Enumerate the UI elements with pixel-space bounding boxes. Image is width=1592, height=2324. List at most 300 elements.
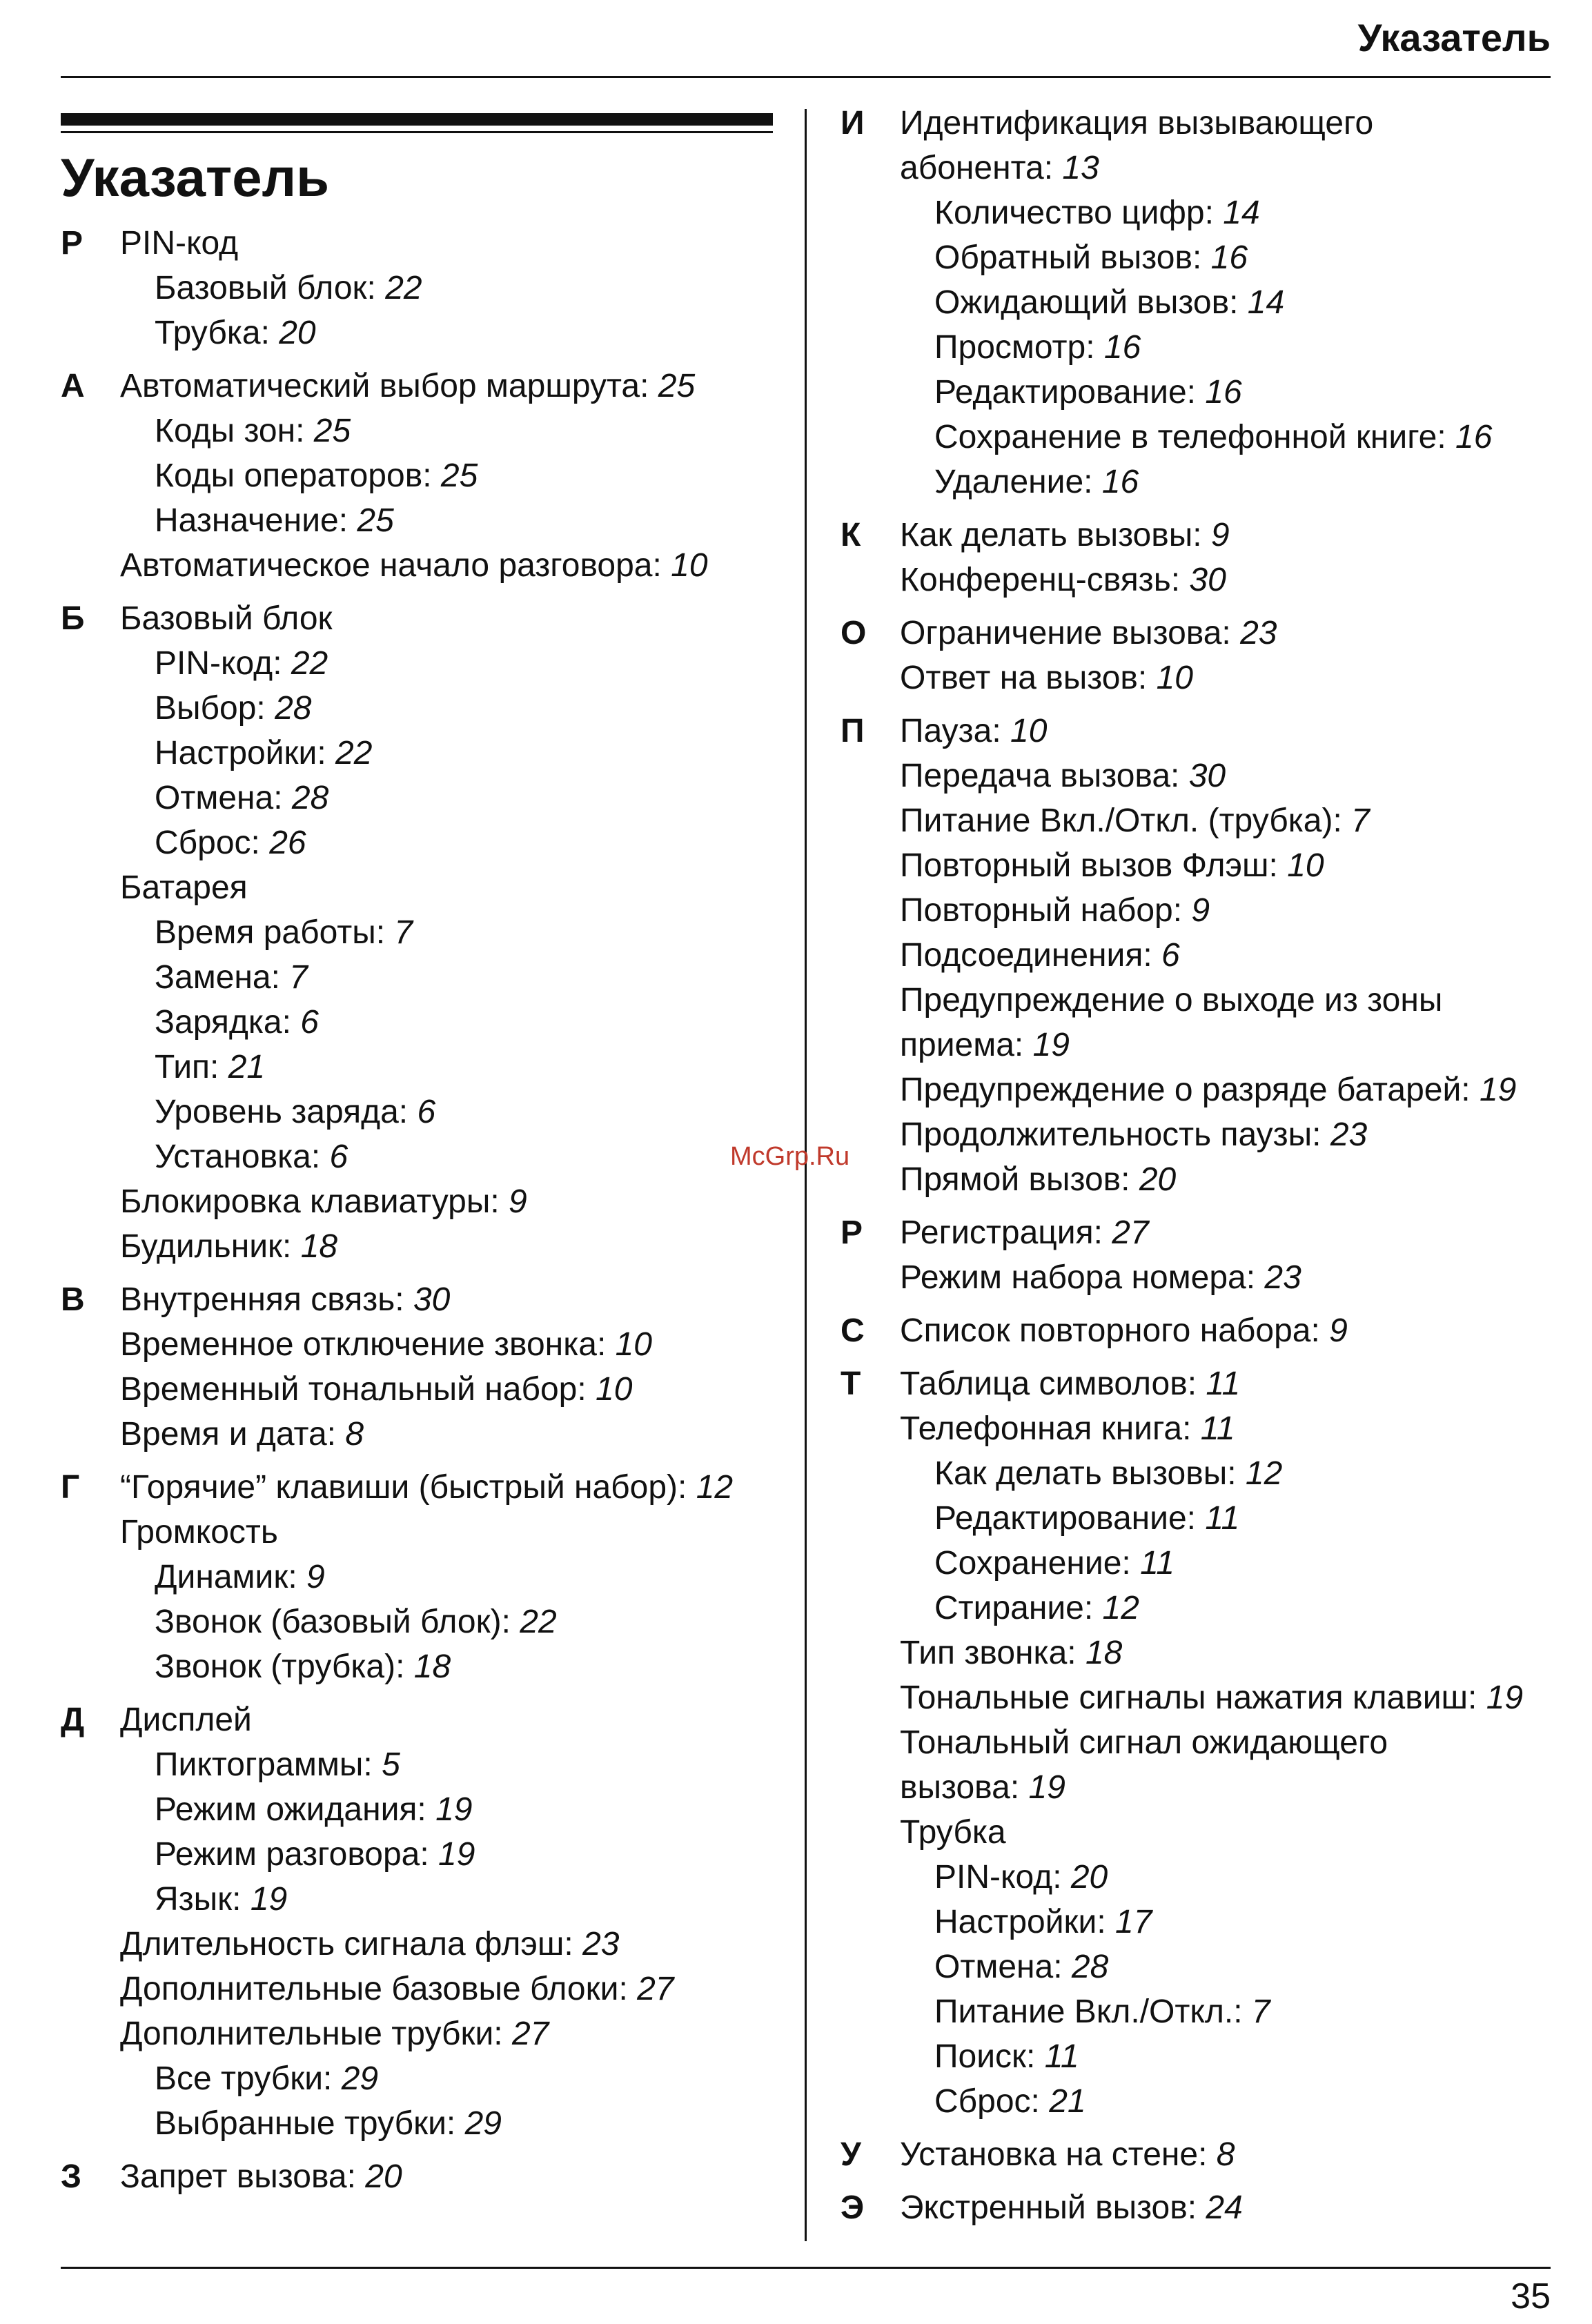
entry-page-number: 10	[1156, 660, 1193, 696]
entry-text: Телефонная книга:	[900, 1410, 1201, 1447]
entry-page-number: 6	[1161, 937, 1180, 974]
index-subentry	[900, 190, 1558, 235]
entry-page-number: 7	[289, 959, 308, 996]
index-letter: З	[61, 2158, 82, 2195]
entry-text: Назначение:	[155, 502, 357, 539]
entry-text: приема:	[900, 1027, 1033, 1063]
entry-page-number: 28	[275, 690, 312, 727]
index-subentry	[120, 498, 792, 543]
entry-page-number: 29	[341, 2060, 379, 2097]
entry-text: Режим разговора:	[155, 1836, 439, 1873]
entry-page-number: 9	[1329, 1312, 1348, 1349]
entry-page-number: 28	[1071, 1949, 1109, 1985]
entry-text: Экстренный вызов:	[900, 2189, 1206, 2226]
entry-text: Дополнительные базовые блоки:	[120, 1971, 638, 2007]
index-entry	[120, 1224, 792, 1269]
index-letter-group	[841, 611, 1558, 700]
index-subentry	[120, 1134, 792, 1179]
entry-text: Время и дата:	[120, 1416, 346, 1452]
entry-page-number: 26	[269, 825, 306, 861]
index-letter: P	[61, 225, 83, 262]
entry-page-number: 10	[1010, 713, 1048, 749]
index-letter: О	[841, 615, 867, 651]
index-entry	[900, 558, 1558, 602]
index-subentry	[900, 370, 1558, 415]
entry-page-number: 20	[365, 2158, 402, 2195]
index-entry	[120, 1922, 792, 1967]
index-entry	[900, 1631, 1558, 1675]
entry-text: Автоматический выбор маршрута:	[120, 368, 658, 404]
entry-text: Время работы:	[155, 914, 395, 951]
entry-page-number: 22	[291, 645, 328, 682]
index-subentry	[120, 1599, 792, 1644]
index-subentry	[900, 1586, 1558, 1631]
entry-text: Сброс:	[155, 825, 270, 861]
entry-text: Настройки:	[934, 1904, 1116, 1940]
index-entry	[120, 865, 792, 910]
index-subentry	[900, 415, 1558, 460]
index-letter-group	[841, 513, 1558, 602]
index-entries	[900, 1210, 1558, 1300]
index-entry	[900, 1406, 1558, 1451]
entry-text: Удаление:	[934, 464, 1102, 500]
entry-page-number: 7	[1351, 802, 1370, 839]
entry-text: Питание Вкл./Откл. (трубка):	[900, 802, 1352, 839]
index-right-column	[841, 101, 1558, 2238]
index-subentry	[900, 1989, 1558, 2034]
index-subentry	[120, 910, 792, 955]
index-entry	[120, 543, 792, 588]
entry-page-number: 24	[1206, 2189, 1243, 2226]
index-entry	[900, 1720, 1558, 1765]
entry-page-number: 11	[1044, 2038, 1079, 2075]
index-subentry	[120, 1644, 792, 1689]
index-letter: Т	[841, 1366, 861, 1402]
index-entry	[900, 1112, 1558, 1157]
entry-page-number: 16	[1101, 464, 1139, 500]
index-letter-group	[61, 2154, 792, 2199]
entry-page-number: 12	[696, 1469, 734, 1506]
index-subentry	[120, 2101, 792, 2146]
entry-page-number: 10	[671, 547, 708, 584]
entry-text: Ответ на вызов:	[900, 660, 1157, 696]
entry-page-number: 23	[1264, 1259, 1301, 1296]
entry-text: Повторный набор:	[900, 892, 1192, 929]
index-letter: У	[841, 2136, 861, 2173]
index-entry	[900, 843, 1558, 888]
entry-text: Пиктограммы:	[155, 1746, 382, 1783]
entry-text: Ожидающий вызов:	[934, 284, 1248, 321]
entry-text: Как делать вызовы:	[934, 1455, 1246, 1492]
entry-page-number: 20	[1070, 1859, 1108, 1895]
entry-page-number: 11	[1140, 1545, 1175, 1582]
index-letter-group	[841, 1361, 1558, 2124]
entry-page-number: 16	[1210, 239, 1248, 276]
watermark: McGrp.Ru	[730, 1142, 850, 1171]
index-entries	[120, 1277, 792, 1457]
entry-text: PIN-код:	[934, 1859, 1071, 1895]
entry-page-number: 7	[394, 914, 413, 951]
index-entry	[120, 221, 792, 266]
index-entry	[900, 1810, 1558, 1855]
entry-page-number: 14	[1247, 284, 1285, 321]
entry-page-number: 19	[250, 1881, 288, 1918]
entry-text: Запрет вызова:	[120, 2158, 366, 2195]
entry-text: Питание Вкл./Откл.:	[934, 1993, 1252, 2030]
index-entry	[120, 2154, 792, 2199]
entry-page-number: 23	[1240, 615, 1277, 651]
entry-page-number: 27	[637, 1971, 674, 2007]
entry-text: “Горячие” клавиши (быстрый набор):	[120, 1469, 696, 1506]
entry-page-number: 19	[435, 1791, 473, 1828]
index-subentry	[120, 408, 792, 453]
index-subentry	[120, 820, 792, 865]
entry-text: Коды зон:	[155, 413, 314, 449]
index-subentry	[120, 2056, 792, 2101]
index-entries	[120, 1697, 792, 2146]
entry-text: Обратный вызов:	[934, 239, 1211, 276]
index-entries	[120, 364, 792, 588]
index-letter-group	[61, 596, 792, 1269]
entry-text: Отмена:	[934, 1949, 1072, 1985]
index-entry	[900, 1361, 1558, 1406]
running-header-title: Указатель	[1357, 16, 1551, 59]
entry-page-number: 12	[1102, 1590, 1139, 1626]
entry-page-number: 25	[440, 457, 478, 494]
entry-text: Коды операторов:	[155, 457, 441, 494]
entry-page-number: 16	[1455, 419, 1493, 455]
entry-page-number: 5	[382, 1746, 400, 1783]
entry-page-number: 10	[1287, 847, 1324, 884]
entry-page-number: 25	[357, 502, 394, 539]
index-entry	[120, 1465, 792, 1510]
index-entry	[900, 1675, 1558, 1720]
index-subentry	[120, 776, 792, 820]
entry-text: Стирание:	[934, 1590, 1103, 1626]
entry-page-number: 10	[615, 1326, 652, 1363]
index-subentry	[120, 1555, 792, 1599]
index-entry	[120, 1322, 792, 1367]
entry-text: Автоматическое начало разговора:	[120, 547, 671, 584]
entry-page-number: 6	[329, 1139, 348, 1175]
page-title: Указатель	[61, 147, 330, 208]
index-subentry	[120, 641, 792, 686]
entry-text: Таблица символов:	[900, 1366, 1206, 1402]
index-entries	[900, 1308, 1558, 1353]
entry-page-number: 19	[438, 1836, 475, 1873]
entry-text: Количество цифр:	[934, 195, 1224, 231]
entry-text: Пауза:	[900, 713, 1011, 749]
index-subentry	[120, 955, 792, 1000]
index-left-column	[61, 221, 792, 2207]
index-entry	[900, 101, 1558, 146]
entry-page-number: 8	[345, 1416, 364, 1452]
entry-text: абонента:	[900, 150, 1063, 186]
entry-text: PIN-код:	[155, 645, 291, 682]
index-subentry	[120, 1877, 792, 1922]
entry-page-number: 22	[335, 735, 373, 771]
entry-text: Ограничение вызова:	[900, 615, 1241, 651]
entry-text: PIN-код	[120, 225, 239, 262]
index-entry	[900, 1765, 1558, 1810]
entry-text: Замена:	[155, 959, 290, 996]
index-entries	[120, 596, 792, 1269]
index-subentry	[900, 2034, 1558, 2079]
entry-page-number: 11	[1206, 1366, 1241, 1402]
entry-text: Редактирование:	[934, 1500, 1206, 1537]
index-entries	[900, 2132, 1558, 2177]
entry-text: Продолжительность паузы:	[900, 1116, 1330, 1153]
index-entry	[120, 2011, 792, 2056]
index-subentry	[120, 686, 792, 731]
index-entries	[900, 709, 1558, 1202]
index-entry	[900, 978, 1558, 1023]
index-subentry	[120, 1090, 792, 1134]
entry-page-number: 9	[1191, 892, 1210, 929]
entry-text: Базовый блок:	[155, 270, 386, 306]
index-letter-group	[841, 709, 1558, 1202]
index-letter: А	[61, 368, 85, 404]
entry-page-number: 28	[291, 780, 329, 816]
entry-page-number: 29	[464, 2105, 502, 2142]
entry-page-number: 19	[1479, 1072, 1517, 1108]
entry-text: Установка на стене:	[900, 2136, 1217, 2173]
entry-page-number: 18	[413, 1648, 451, 1685]
index-letter-group	[841, 1308, 1558, 1353]
index-entry	[900, 798, 1558, 843]
index-entries	[900, 101, 1558, 504]
index-subentry	[900, 1855, 1558, 1900]
footer-rule	[61, 2267, 1551, 2269]
index-subentry	[900, 1900, 1558, 1944]
index-entries	[900, 611, 1558, 700]
index-subentry	[900, 1496, 1558, 1541]
entry-page-number: 23	[582, 1926, 620, 1962]
entry-page-number: 30	[1189, 562, 1226, 598]
entry-page-number: 14	[1223, 195, 1260, 231]
index-entry	[900, 611, 1558, 656]
index-entry	[900, 1067, 1558, 1112]
entry-text: Блокировка клавиатуры:	[120, 1183, 509, 1220]
index-entry	[120, 1179, 792, 1224]
entry-page-number: 8	[1216, 2136, 1235, 2173]
index-entries	[120, 1465, 792, 1689]
title-thick-bar	[61, 113, 773, 126]
entry-page-number: 27	[1112, 1214, 1149, 1251]
index-subentry	[120, 1742, 792, 1787]
entry-text: Поиск:	[934, 2038, 1045, 2075]
entry-text: Режим набора номера:	[900, 1259, 1265, 1296]
entry-page-number: 6	[300, 1004, 319, 1041]
index-subentry	[120, 731, 792, 776]
entry-text: Режим ожидания:	[155, 1791, 436, 1828]
entry-text: Батарея	[120, 869, 248, 906]
index-entry	[900, 709, 1558, 754]
entry-text: Все трубки:	[155, 2060, 342, 2097]
index-subentry	[120, 453, 792, 498]
entry-page-number: 18	[1085, 1635, 1123, 1671]
entry-page-number: 20	[279, 315, 316, 351]
entry-text: Регистрация:	[900, 1214, 1112, 1251]
entry-text: Язык:	[155, 1881, 250, 1918]
entry-page-number: 27	[511, 2016, 549, 2052]
entry-text: Повторный вызов Флэш:	[900, 847, 1288, 884]
index-subentry	[120, 1832, 792, 1877]
entry-page-number: 25	[313, 413, 351, 449]
entry-text: Дисплей	[120, 1702, 252, 1738]
index-letter: С	[841, 1312, 865, 1349]
index-entry	[120, 596, 792, 641]
entry-page-number: 11	[1205, 1500, 1240, 1537]
index-letter: Д	[61, 1702, 85, 1738]
entry-page-number: 21	[228, 1049, 266, 1085]
index-letter: И	[841, 105, 865, 141]
index-subentry	[900, 2079, 1558, 2124]
entry-text: Громкость	[120, 1514, 278, 1550]
index-letter-group	[841, 1210, 1558, 1300]
entry-text: Тональный сигнал ожидающего	[900, 1724, 1388, 1761]
title-thin-bar	[61, 131, 773, 133]
entry-page-number: 18	[300, 1228, 338, 1265]
index-entry	[900, 656, 1558, 700]
entry-text: Выбор:	[155, 690, 275, 727]
index-entry	[900, 933, 1558, 978]
entry-text: Внутренняя связь:	[120, 1281, 413, 1318]
entry-text: Зарядка:	[155, 1004, 301, 1041]
entry-page-number: 19	[1028, 1769, 1065, 1806]
index-subentry	[120, 1045, 792, 1090]
index-entries	[900, 513, 1558, 602]
index-entry	[120, 1697, 792, 1742]
entry-page-number: 9	[306, 1559, 325, 1595]
entry-page-number: 19	[1032, 1027, 1070, 1063]
entry-text: Как делать вызовы:	[900, 517, 1211, 553]
index-letter-group	[61, 1465, 792, 1689]
entry-text: Временное отключение звонка:	[120, 1326, 616, 1363]
entry-text: Будильник:	[120, 1228, 301, 1265]
entry-text: Базовый блок	[120, 600, 333, 637]
index-letter: П	[841, 713, 865, 749]
entry-page-number: 9	[1210, 517, 1230, 553]
index-letter: Э	[841, 2189, 865, 2226]
index-entry	[900, 1157, 1558, 1202]
entry-page-number: 16	[1103, 329, 1141, 366]
entry-page-number: 9	[509, 1183, 527, 1220]
index-subentry	[900, 280, 1558, 325]
entry-page-number: 23	[1330, 1116, 1368, 1153]
entry-text: Отмена:	[155, 780, 292, 816]
index-subentry	[900, 1944, 1558, 1989]
page-number: 35	[1511, 2276, 1551, 2316]
index-entry	[120, 1510, 792, 1555]
entry-text: Тип звонка:	[900, 1635, 1085, 1671]
index-subentry	[120, 266, 792, 311]
index-letter: В	[61, 1281, 85, 1318]
entry-text: Предупреждение о выходе из зоны	[900, 982, 1443, 1018]
index-entry	[900, 2185, 1558, 2230]
index-letter-group	[841, 2185, 1558, 2230]
entry-text: Трубка:	[155, 315, 279, 351]
index-subentry	[900, 460, 1558, 504]
index-subentry	[900, 325, 1558, 370]
index-letter-group	[61, 221, 792, 355]
index-entry	[900, 1308, 1558, 1353]
index-letter-group	[61, 1277, 792, 1457]
entry-text: Прямой вызов:	[900, 1161, 1139, 1198]
entry-text: Звонок (трубка):	[155, 1648, 414, 1685]
entry-page-number: 22	[520, 1604, 557, 1640]
index-subentry	[900, 1541, 1558, 1586]
entry-text: Уровень заряда:	[155, 1094, 417, 1130]
entry-text: Редактирование:	[934, 374, 1206, 411]
entry-text: Список повторного набора:	[900, 1312, 1330, 1349]
entry-text: Длительность сигнала флэш:	[120, 1926, 583, 1962]
index-subentry	[900, 235, 1558, 280]
entry-page-number: 30	[413, 1281, 451, 1318]
entry-text: Настройки:	[155, 735, 336, 771]
header-rule	[61, 76, 1551, 78]
entry-text: Сохранение:	[934, 1545, 1141, 1582]
index-entry	[900, 1255, 1558, 1300]
index-entry	[900, 754, 1558, 798]
entry-page-number: 30	[1188, 758, 1226, 794]
index-entry	[900, 1210, 1558, 1255]
index-subentry	[900, 1451, 1558, 1496]
index-entry	[900, 146, 1558, 190]
index-letter-group	[841, 2132, 1558, 2177]
entry-text: Сохранение в телефонной книге:	[934, 419, 1456, 455]
entry-text: Временный тональный набор:	[120, 1371, 596, 1408]
entry-text: Подсоединения:	[900, 937, 1162, 974]
index-entry	[120, 1277, 792, 1322]
index-subentry	[120, 311, 792, 355]
index-entry	[120, 1412, 792, 1457]
entry-text: Звонок (базовый блок):	[155, 1604, 520, 1640]
index-entry	[900, 513, 1558, 558]
index-entries	[120, 221, 792, 355]
index-letter-group	[841, 101, 1558, 504]
index-letter: Р	[841, 1214, 863, 1251]
entry-text: Дополнительные трубки:	[120, 2016, 512, 2052]
entry-page-number: 22	[385, 270, 422, 306]
entry-text: вызова:	[900, 1769, 1029, 1806]
index-subentry	[120, 1000, 792, 1045]
entry-page-number: 7	[1251, 1993, 1270, 2030]
index-entries	[900, 2185, 1558, 2230]
index-entry	[120, 1967, 792, 2011]
entry-text: Динамик:	[155, 1559, 307, 1595]
entry-text: Тип:	[155, 1049, 228, 1085]
index-letter: Г	[61, 1469, 80, 1506]
index-entries	[120, 2154, 792, 2199]
entry-text: Идентификация вызывающего	[900, 105, 1374, 141]
entry-page-number: 16	[1205, 374, 1242, 411]
entry-text: Тональные сигналы нажатия клавиш:	[900, 1680, 1486, 1716]
index-entry	[900, 2132, 1558, 2177]
index-letter-group	[61, 364, 792, 588]
entry-page-number: 12	[1245, 1455, 1283, 1492]
entry-text: Сброс:	[934, 2083, 1050, 2120]
entry-page-number: 21	[1049, 2083, 1086, 2120]
entry-page-number: 11	[1200, 1410, 1235, 1447]
index-entry	[900, 888, 1558, 933]
index-entries	[900, 1361, 1558, 2124]
column-divider	[805, 109, 807, 2241]
entry-text: Выбранные трубки:	[155, 2105, 465, 2142]
index-letter: Б	[61, 600, 85, 637]
entry-text: Передача вызова:	[900, 758, 1189, 794]
index-entry	[120, 1367, 792, 1412]
